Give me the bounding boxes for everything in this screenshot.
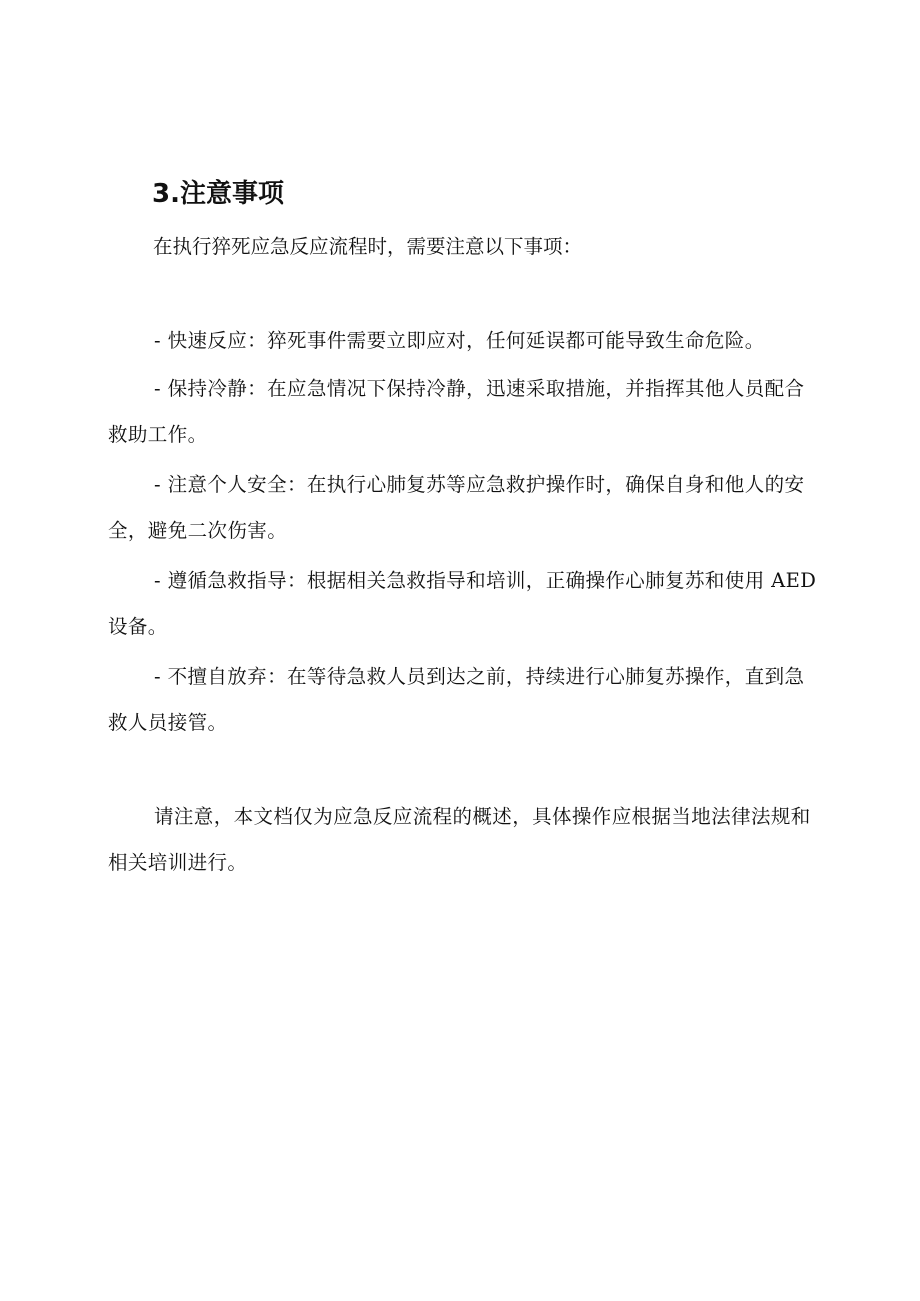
list-item-stay-calm: - 保持冷静：在应急情况下保持冷静，迅速采取措施，并指挥其他人员配合救助工作。 bbox=[108, 377, 805, 446]
list-item-quick-response: - 快速反应：猝死事件需要立即应对，任何延误都可能导致生命危险。 bbox=[154, 329, 765, 352]
list-item-do-not-give-up: - 不擅自放弃：在等待急救人员到达之前，持续进行心肺复苏操作，直到急救人员接管。 bbox=[108, 665, 805, 734]
list-item-follow-guidance: - 遵循急救指导：根据相关急救指导和培训，正确操作心肺复苏和使用 AED 设备。 bbox=[108, 569, 817, 638]
closing-note: 请注意，本文档仅为应急反应流程的概述，具体操作应根据当地法律法规和相关培训进行。 bbox=[108, 805, 811, 874]
section-heading: 3.注意事项 bbox=[152, 179, 284, 209]
section-intro: 在执行猝死应急反应流程时，需要注意以下事项： bbox=[153, 235, 583, 258]
list-item-personal-safety: - 注意个人安全：在执行心肺复苏等应急救护操作时，确保自身和他人的安全，避免二次伤害。 bbox=[108, 473, 805, 542]
